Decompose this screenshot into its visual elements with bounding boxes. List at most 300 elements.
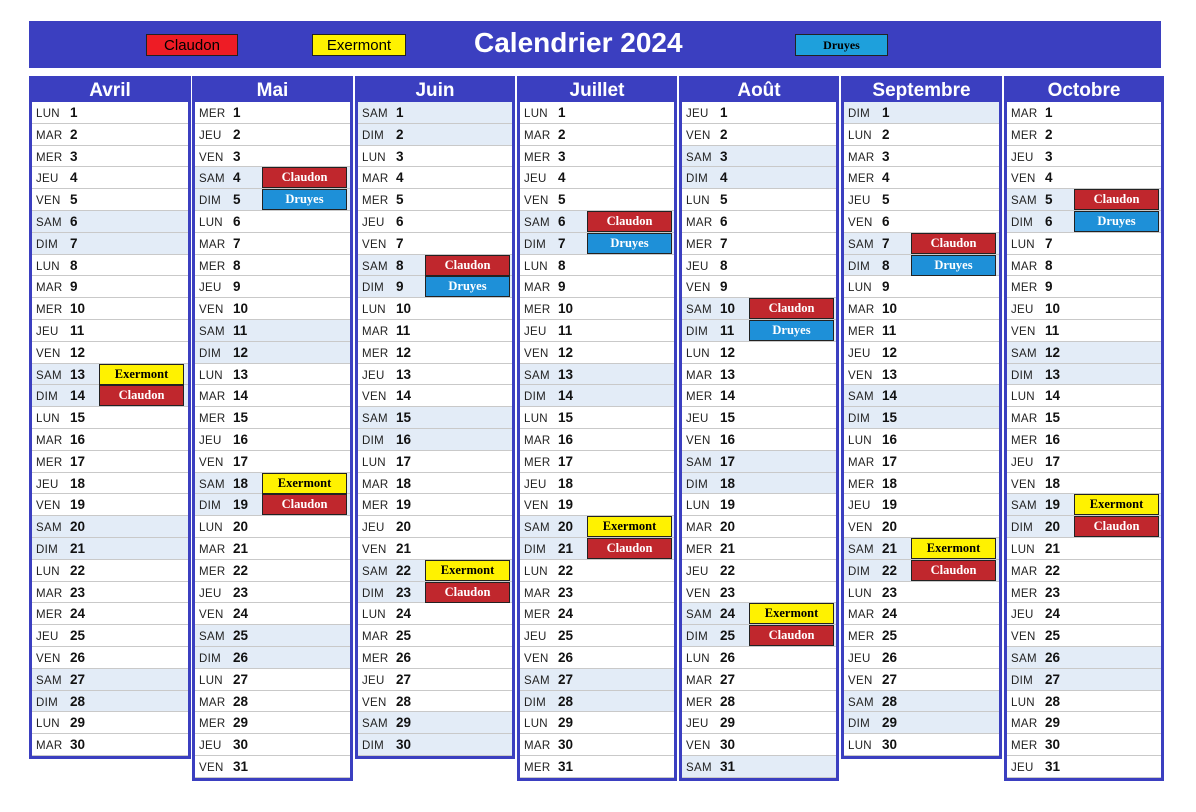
day-number: 13 xyxy=(396,366,412,382)
day-number: 22 xyxy=(70,562,86,578)
day-number: 19 xyxy=(1045,497,1061,513)
weekday-label: LUN xyxy=(524,260,548,273)
weekday-label: MER xyxy=(199,718,226,731)
day-number: 9 xyxy=(882,279,890,295)
day-number: 10 xyxy=(1045,301,1061,317)
weekday-label: LUN xyxy=(362,456,386,469)
weekday-label: MAR xyxy=(36,587,63,600)
day-number: 13 xyxy=(1045,366,1061,382)
event-tag-exermont: Exermont xyxy=(587,516,672,537)
weekday-label: LUN xyxy=(199,522,223,535)
day-row xyxy=(682,298,836,320)
day-number: 26 xyxy=(720,649,736,665)
day-row xyxy=(844,211,999,233)
weekday-label: VEN xyxy=(848,674,873,687)
weekday-label: MAR xyxy=(362,631,389,644)
month-column-6 xyxy=(841,76,1002,759)
day-number: 15 xyxy=(720,410,736,426)
day-row xyxy=(195,756,350,778)
weekday-label: DIM xyxy=(362,587,384,600)
weekday-label: SAM xyxy=(848,391,874,404)
day-row xyxy=(1007,603,1161,625)
day-number: 2 xyxy=(558,126,566,142)
weekday-label: LUN xyxy=(36,565,60,578)
day-number: 11 xyxy=(396,322,411,338)
day-number: 13 xyxy=(720,366,736,382)
day-row xyxy=(844,647,999,669)
weekday-label: LUN xyxy=(36,413,60,426)
day-number: 8 xyxy=(396,257,404,273)
day-row xyxy=(844,691,999,713)
weekday-label: SAM xyxy=(199,478,225,491)
day-number: 21 xyxy=(558,540,574,556)
day-row xyxy=(682,582,836,604)
day-row xyxy=(682,167,836,189)
day-row xyxy=(195,255,350,277)
day-row xyxy=(195,712,350,734)
day-row xyxy=(520,734,674,756)
weekday-label: MER xyxy=(199,413,226,426)
weekday-label: JEU xyxy=(1011,609,1034,622)
weekday-label: JEU xyxy=(199,740,222,753)
day-number: 19 xyxy=(233,497,249,513)
weekday-label: LUN xyxy=(848,434,872,447)
weekday-label: VEN xyxy=(362,238,387,251)
day-row xyxy=(844,625,999,647)
weekday-label: LUN xyxy=(1011,543,1035,556)
day-row xyxy=(358,167,512,189)
day-number: 2 xyxy=(1045,126,1053,142)
weekday-label: DIM xyxy=(199,347,221,360)
weekday-label: MER xyxy=(36,456,63,469)
day-number: 5 xyxy=(70,192,78,208)
weekday-label: DIM xyxy=(36,238,58,251)
day-row xyxy=(358,276,512,298)
day-row xyxy=(682,276,836,298)
day-row xyxy=(195,603,350,625)
weekday-label: SAM xyxy=(686,761,712,774)
day-number: 29 xyxy=(396,715,412,731)
weekday-label: MAR xyxy=(1011,108,1038,120)
day-row xyxy=(844,320,999,342)
day-number: 1 xyxy=(558,105,566,120)
day-row xyxy=(195,364,350,386)
day-row xyxy=(195,669,350,691)
day-number: 3 xyxy=(396,148,404,164)
day-number: 17 xyxy=(70,453,86,469)
day-number: 25 xyxy=(1045,628,1061,644)
weekday-label: SAM xyxy=(36,369,62,382)
day-number: 10 xyxy=(558,301,574,317)
day-number: 29 xyxy=(1045,715,1061,731)
day-row xyxy=(682,364,836,386)
day-number: 29 xyxy=(558,715,574,731)
weekday-label: LUN xyxy=(199,369,223,382)
day-row xyxy=(682,451,836,473)
weekday-label: VEN xyxy=(1011,478,1036,491)
day-number: 28 xyxy=(882,693,898,709)
weekday-label: VEN xyxy=(362,391,387,404)
day-number: 18 xyxy=(1045,475,1061,491)
day-row xyxy=(844,102,999,124)
day-number: 12 xyxy=(396,344,412,360)
day-number: 22 xyxy=(1045,562,1061,578)
day-row xyxy=(682,233,836,255)
weekday-label: VEN xyxy=(362,696,387,709)
day-number: 25 xyxy=(882,628,898,644)
day-number: 4 xyxy=(720,170,728,186)
day-number: 6 xyxy=(882,213,890,229)
weekday-label: JEU xyxy=(686,718,709,731)
day-number: 20 xyxy=(558,519,574,535)
weekday-label: SAM xyxy=(1011,500,1037,513)
weekday-label: JEU xyxy=(36,478,59,491)
event-tag-claudon: Claudon xyxy=(262,167,347,188)
day-row xyxy=(1007,298,1161,320)
day-row xyxy=(844,233,999,255)
day-row xyxy=(682,146,836,168)
day-number: 27 xyxy=(882,671,898,687)
day-number: 7 xyxy=(882,235,890,251)
day-number: 25 xyxy=(558,628,574,644)
weekday-label: SAM xyxy=(36,216,62,229)
day-row xyxy=(195,407,350,429)
weekday-label: DIM xyxy=(1011,522,1033,535)
event-tag-exermont: Exermont xyxy=(1074,494,1159,515)
day-number: 27 xyxy=(233,671,249,687)
day-row xyxy=(195,625,350,647)
weekday-label: LUN xyxy=(524,413,548,426)
weekday-label: SAM xyxy=(1011,652,1037,665)
day-number: 2 xyxy=(70,126,78,142)
day-number: 7 xyxy=(720,235,728,251)
weekday-label: DIM xyxy=(686,631,708,644)
weekday-label: JEU xyxy=(36,325,59,338)
day-number: 1 xyxy=(233,105,241,120)
weekday-label: LUN xyxy=(362,151,386,164)
day-row xyxy=(358,712,512,734)
day-row xyxy=(844,560,999,582)
weekday-label: JEU xyxy=(1011,151,1034,164)
weekday-label: VEN xyxy=(199,151,224,164)
weekday-label: JEU xyxy=(686,260,709,273)
weekday-label: VEN xyxy=(36,500,61,513)
day-number: 20 xyxy=(720,519,736,535)
day-number: 3 xyxy=(558,148,566,164)
day-row xyxy=(195,516,350,538)
event-tag-druyes: Druyes xyxy=(262,189,347,210)
day-number: 12 xyxy=(1045,344,1061,360)
day-row xyxy=(1007,276,1161,298)
day-number: 26 xyxy=(70,649,86,665)
weekday-label: DIM xyxy=(362,740,384,753)
weekday-label: VEN xyxy=(1011,173,1036,186)
weekday-label: MAR xyxy=(524,434,551,447)
weekday-label: MAR xyxy=(199,696,226,709)
day-row xyxy=(32,189,188,211)
day-number: 17 xyxy=(558,453,574,469)
month-title: Avril xyxy=(32,79,188,102)
weekday-label: MER xyxy=(686,238,713,251)
day-number: 17 xyxy=(720,453,736,469)
day-row xyxy=(358,124,512,146)
month-title: Septembre xyxy=(844,79,999,102)
day-row xyxy=(358,494,512,516)
day-number: 27 xyxy=(1045,671,1061,687)
day-number: 23 xyxy=(720,584,736,600)
day-row xyxy=(520,669,674,691)
day-row xyxy=(32,669,188,691)
day-row xyxy=(520,625,674,647)
day-row xyxy=(1007,342,1161,364)
day-number: 5 xyxy=(396,192,404,208)
weekday-label: MAR xyxy=(686,369,713,382)
day-row xyxy=(520,582,674,604)
day-number: 10 xyxy=(396,301,412,317)
weekday-label: MER xyxy=(199,565,226,578)
day-number: 13 xyxy=(882,366,898,382)
weekday-label: JEU xyxy=(199,434,222,447)
weekday-label: MAR xyxy=(199,391,226,404)
weekday-label: DIM xyxy=(524,543,546,556)
day-number: 7 xyxy=(396,235,404,251)
day-row xyxy=(844,298,999,320)
day-row xyxy=(195,320,350,342)
day-number: 30 xyxy=(558,737,574,753)
weekday-label: VEN xyxy=(199,609,224,622)
event-tag-claudon: Claudon xyxy=(749,625,834,646)
day-number: 15 xyxy=(233,410,249,426)
day-number: 14 xyxy=(396,388,412,404)
weekday-label: MER xyxy=(36,304,63,317)
weekday-label: JEU xyxy=(199,587,222,600)
day-number: 2 xyxy=(882,126,890,142)
day-number: 22 xyxy=(558,562,574,578)
day-row xyxy=(195,167,350,189)
day-number: 17 xyxy=(1045,453,1061,469)
day-number: 16 xyxy=(233,431,249,447)
day-row xyxy=(682,102,836,124)
day-number: 20 xyxy=(233,519,249,535)
day-number: 24 xyxy=(1045,606,1061,622)
weekday-label: SAM xyxy=(524,522,550,535)
weekday-label: LUN xyxy=(36,718,60,731)
day-number: 26 xyxy=(233,649,249,665)
weekday-label: MER xyxy=(362,347,389,360)
weekday-label: LUN xyxy=(686,195,710,208)
day-row xyxy=(358,582,512,604)
day-number: 5 xyxy=(882,192,890,208)
day-row xyxy=(1007,560,1161,582)
calendar-header xyxy=(29,21,1161,68)
day-row xyxy=(520,320,674,342)
weekday-label: VEN xyxy=(848,216,873,229)
day-number: 12 xyxy=(70,344,86,360)
day-number: 10 xyxy=(70,301,86,317)
day-row xyxy=(195,429,350,451)
day-number: 30 xyxy=(720,737,736,753)
day-row xyxy=(32,712,188,734)
day-number: 8 xyxy=(1045,257,1053,273)
day-number: 25 xyxy=(233,628,249,644)
day-number: 19 xyxy=(882,497,898,513)
day-number: 14 xyxy=(720,388,736,404)
day-row xyxy=(520,342,674,364)
weekday-label: LUN xyxy=(848,587,872,600)
day-number: 14 xyxy=(233,388,249,404)
day-number: 2 xyxy=(720,126,728,142)
day-row xyxy=(844,364,999,386)
day-number: 22 xyxy=(233,562,249,578)
weekday-label: MER xyxy=(524,304,551,317)
day-number: 4 xyxy=(396,170,404,186)
month-title: Octobre xyxy=(1007,79,1161,102)
weekday-label: JEU xyxy=(362,674,385,687)
weekday-label: JEU xyxy=(848,500,871,513)
day-row xyxy=(32,734,188,756)
day-number: 22 xyxy=(396,562,412,578)
weekday-label: SAM xyxy=(848,543,874,556)
day-number: 27 xyxy=(720,671,736,687)
day-row xyxy=(520,124,674,146)
day-row xyxy=(32,320,188,342)
day-row xyxy=(32,276,188,298)
day-number: 21 xyxy=(396,540,412,556)
day-number: 4 xyxy=(1045,170,1053,186)
day-number: 19 xyxy=(70,497,86,513)
day-row xyxy=(844,582,999,604)
month-title: Juillet xyxy=(520,79,674,102)
day-row xyxy=(520,102,674,124)
day-row xyxy=(1007,167,1161,189)
day-row xyxy=(32,211,188,233)
day-number: 16 xyxy=(882,431,898,447)
month-title: Août xyxy=(682,79,836,102)
weekday-label: MAR xyxy=(362,173,389,186)
weekday-label: SAM xyxy=(199,325,225,338)
day-row xyxy=(844,473,999,495)
weekday-label: DIM xyxy=(1011,674,1033,687)
day-row xyxy=(520,298,674,320)
day-number: 5 xyxy=(1045,192,1053,208)
weekday-label: JEU xyxy=(362,216,385,229)
weekday-label: DIM xyxy=(848,413,870,426)
day-number: 21 xyxy=(70,540,86,556)
day-number: 3 xyxy=(70,148,78,164)
event-tag-claudon: Claudon xyxy=(911,233,996,254)
day-number: 31 xyxy=(233,758,249,774)
day-row xyxy=(1007,582,1161,604)
day-number: 16 xyxy=(70,431,86,447)
weekday-label: DIM xyxy=(686,173,708,186)
day-row xyxy=(32,647,188,669)
day-number: 31 xyxy=(558,758,574,774)
day-row xyxy=(358,734,512,756)
weekday-label: VEN xyxy=(199,456,224,469)
event-tag-claudon: Claudon xyxy=(587,211,672,232)
day-number: 18 xyxy=(720,475,736,491)
day-number: 18 xyxy=(233,475,249,491)
day-number: 21 xyxy=(1045,540,1061,556)
weekday-label: DIM xyxy=(362,434,384,447)
day-row xyxy=(32,233,188,255)
weekday-label: MER xyxy=(848,325,875,338)
day-number: 1 xyxy=(882,105,890,120)
day-row xyxy=(358,407,512,429)
weekday-label: LUN xyxy=(848,282,872,295)
weekday-label: VEN xyxy=(524,500,549,513)
weekday-label: SAM xyxy=(36,674,62,687)
day-number: 24 xyxy=(70,606,86,622)
day-row xyxy=(520,146,674,168)
day-row xyxy=(844,451,999,473)
day-number: 25 xyxy=(720,628,736,644)
day-number: 8 xyxy=(882,257,890,273)
weekday-label: DIM xyxy=(686,478,708,491)
weekday-label: DIM xyxy=(362,129,384,142)
day-row xyxy=(358,255,512,277)
weekday-label: JEU xyxy=(36,173,59,186)
day-number: 26 xyxy=(1045,649,1061,665)
day-number: 27 xyxy=(70,671,86,687)
weekday-label: LUN xyxy=(199,216,223,229)
day-number: 9 xyxy=(70,279,78,295)
day-row xyxy=(358,233,512,255)
day-row xyxy=(32,560,188,582)
weekday-label: MER xyxy=(686,543,713,556)
day-row xyxy=(1007,669,1161,691)
weekday-label: LUN xyxy=(524,718,548,731)
day-row xyxy=(520,473,674,495)
day-row xyxy=(195,189,350,211)
weekday-label: MER xyxy=(362,652,389,665)
day-row xyxy=(1007,407,1161,429)
day-row xyxy=(1007,146,1161,168)
day-row xyxy=(32,494,188,516)
event-tag-exermont: Exermont xyxy=(911,538,996,559)
day-row xyxy=(1007,189,1161,211)
day-row xyxy=(1007,712,1161,734)
weekday-label: JEU xyxy=(199,282,222,295)
day-row xyxy=(32,102,188,124)
day-row xyxy=(1007,647,1161,669)
day-number: 24 xyxy=(396,606,412,622)
day-row xyxy=(32,582,188,604)
day-number: 8 xyxy=(70,257,78,273)
day-number: 4 xyxy=(233,170,241,186)
day-number: 13 xyxy=(70,366,86,382)
day-number: 15 xyxy=(396,410,412,426)
day-number: 15 xyxy=(1045,410,1061,426)
day-row xyxy=(520,538,674,560)
day-row xyxy=(195,538,350,560)
event-tag-claudon: Claudon xyxy=(425,582,510,603)
weekday-label: LUN xyxy=(199,674,223,687)
weekday-label: VEN xyxy=(848,522,873,535)
weekday-label: DIM xyxy=(36,391,58,404)
day-number: 24 xyxy=(882,606,898,622)
weekday-label: SAM xyxy=(686,304,712,317)
weekday-label: DIM xyxy=(199,195,221,208)
weekday-label: MER xyxy=(524,456,551,469)
weekday-label: MAR xyxy=(848,151,875,164)
weekday-label: MAR xyxy=(36,282,63,295)
day-row xyxy=(520,603,674,625)
weekday-label: MER xyxy=(36,609,63,622)
day-row xyxy=(358,516,512,538)
day-number: 4 xyxy=(558,170,566,186)
legend-claudon: Claudon xyxy=(146,34,238,56)
